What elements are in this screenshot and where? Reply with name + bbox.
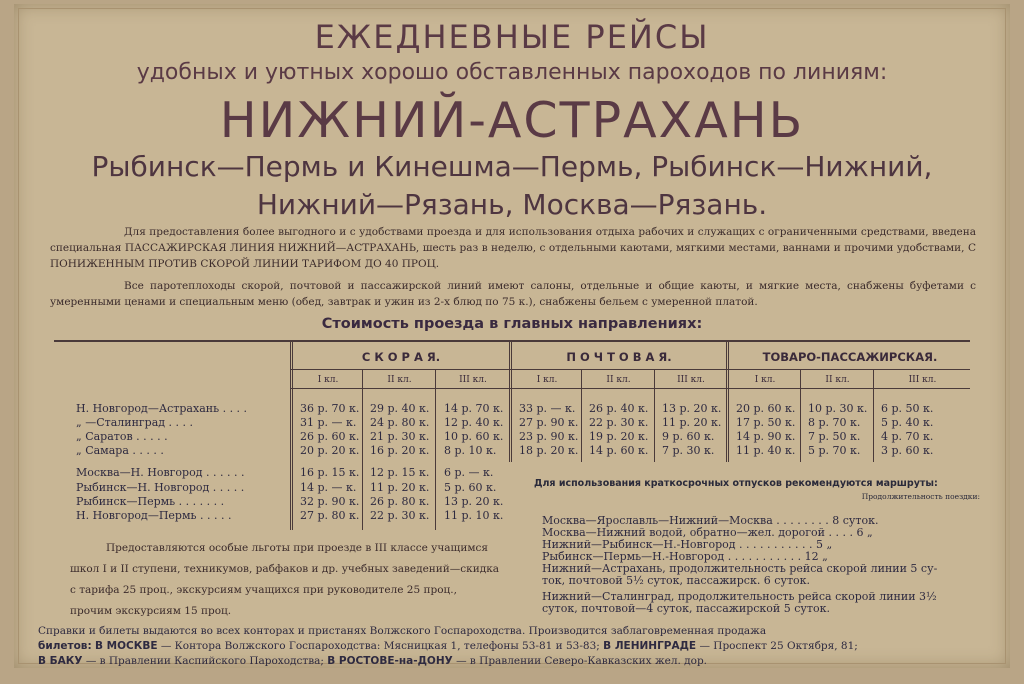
class-header: II кл. (606, 375, 631, 385)
duration-header: Продолжительность поездки: (861, 492, 980, 501)
fare-cell: 18 р. 20 к. (519, 444, 579, 457)
fare-cell: 23 р. 90 к. (519, 430, 579, 443)
footer-tickets-label: билетов: (38, 640, 92, 652)
intro-paragraph-2: Все паротеплоходы скорой, почтовой и пассажирской линий имеют салоны, отдельные и общие каюты, и мягкие места, снабжены буфетами с умеренными ценами и специальным меню (обед, завтрак и ужин из 2-х блюд по 75 к.), снабжены бельем с умеренной платой. (50, 280, 976, 308)
table-divider (873, 370, 874, 462)
routes-line-2: Нижний—Рязань, Москва—Рязань. (256, 188, 768, 221)
fare-cell: 6 р. 50 к. (881, 402, 934, 415)
fare-row-route: Рыбинск—Н. Новгород . . . . . (76, 481, 245, 494)
fare-cell: 11 р. 20 к. (370, 481, 430, 494)
fare-cell: 7 р. 50 к. (808, 430, 861, 443)
fare-cell: 21 р. 30 к. (370, 430, 430, 443)
benefits-note: Предоставляются особые льготы при проезде в III классе учащимся школ I и II ступени, техникумов, рабфаков и др. учебных заведений—скидка с тарифа 25 проц., экскурсиям учащихся при руководителе 25 проц., прочим экскурсиям 15 проц. (70, 542, 500, 617)
recommended-routes-title: Для использования краткосрочных отпусков рекомендуются маршруты: (534, 478, 938, 489)
fare-row-route: Н. Новгород—Астрахань . . . . (76, 402, 248, 415)
footer-baku-address: — в Правлении Каспийского Пароходства; (85, 655, 324, 667)
table-class-rule (290, 388, 970, 389)
fare-cell: 16 р. 20 к. (370, 444, 430, 457)
fare-cell: 14 р. 90 к. (736, 430, 796, 443)
title-daily-trips: ЕЖЕДНЕВНЫЕ РЕЙСЫ (314, 18, 710, 56)
fare-cell: 19 р. 20 к. (589, 430, 649, 443)
fare-cell: 31 р. — к. (300, 416, 357, 429)
intro-paragraph-1: Для предоставления более выгодного и с удобствами проезда и для использования отдыха рабочих и служащих с ограниченными средствами, введена специальная ПАССАЖИРСКАЯ ЛИНИЯ НИЖНИЙ—АСТРАХАНЬ, шесть раз в неделю, с отдельными каютами, мягкими местами, ваннами и прочими удобствами, С ПОНИЖЕННЫМ ПРОТИВ СКОРОЙ ЛИНИИ ТАРИФОМ ДО 40 ПРОЦ. (50, 226, 976, 270)
recommended-route-line: суток, почтовой—4 суток, пассажирской 5 суток. (542, 602, 830, 615)
table-divider (362, 370, 363, 530)
footer-leningrad-label: В ЛЕНИНГРАДЕ (603, 640, 697, 652)
routes-line-1: Рыбинск—Пермь и Кинешма—Пермь, Рыбинск—Нижний, (91, 150, 933, 183)
fare-cell: 10 р. 60 к. (444, 430, 504, 443)
fare-cell: 10 р. 30 к. (808, 402, 868, 415)
recommended-route-line: Нижний—Астрахань, продолжительность рейса скорой линии 5 су- (542, 562, 938, 575)
footer-line-1 (38, 624, 986, 639)
class-header: III кл. (459, 375, 487, 385)
fare-cell: 9 р. 60 к. (662, 430, 715, 443)
recommended-route-line: Москва—Нижний водой, обратно—жел. дорогой . . . . 6 „ (542, 526, 873, 539)
fare-row-route: „ —Сталинград . . . . (76, 416, 194, 429)
fare-cell: 5 р. 40 к. (881, 416, 934, 429)
fare-cell: 33 р. — к. (519, 402, 576, 415)
fare-table-title: Стоимость проезда в главных направлениях: (321, 316, 703, 332)
table-divider (511, 342, 512, 462)
recommended-route-line: Москва—Ярославль—Нижний—Москва . . . . . . . . 8 суток. (542, 514, 879, 527)
fare-row-route: „ Саратов . . . . . (76, 430, 168, 443)
footer-moscow-address: — Контора Волжского Госпароходства: Мясницкая 1, телефоны 53-81 и 53-83; (160, 640, 600, 652)
recommended-route-line: ток, почтовой 5½ суток, пассажирск. 6 суток. (542, 574, 811, 587)
fare-cell: 14 р. 60 к. (589, 444, 649, 457)
fare-cell: 7 р. 30 к. (662, 444, 715, 457)
fare-cell: 20 р. 60 к. (736, 402, 796, 415)
table-divider (800, 370, 801, 462)
fare-cell: 16 р. 15 к. (300, 466, 360, 479)
fare-cell: 13 р. 20 к. (444, 495, 504, 508)
class-header: III кл. (908, 375, 937, 385)
class-header: I кл. (754, 375, 776, 385)
fare-cell: 36 р. 70 к. (300, 402, 360, 415)
footer-moscow-label: В МОСКВЕ (95, 640, 158, 652)
footer-rostov-label: В РОСТОВЕ-на-ДОНУ (327, 655, 453, 667)
table-divider (509, 342, 510, 462)
fare-cell: 12 р. 40 к. (444, 416, 504, 429)
table-top-rule (54, 340, 970, 342)
fare-row-route: Н. Новгород—Пермь . . . . . (76, 509, 232, 522)
fare-cell: 14 р. — к. (300, 481, 357, 494)
fare-cell: 22 р. 30 к. (589, 416, 649, 429)
fare-row-route: Москва—Н. Новгород . . . . . . (76, 466, 245, 479)
fare-cell: 32 р. 90 к. (300, 495, 360, 508)
fare-cell: 26 р. 60 к. (300, 430, 360, 443)
footer-line-3 (38, 654, 986, 668)
group-header-mail: П О Ч Т О В А Я. (566, 350, 672, 364)
fare-cell: 6 р. — к. (444, 466, 494, 479)
footer-line-2 (38, 639, 986, 654)
fare-cell: 27 р. 80 к. (300, 509, 360, 522)
class-header: III кл. (677, 375, 705, 385)
table-group-rule (290, 369, 970, 370)
fare-cell: 13 р. 20 к. (662, 402, 722, 415)
fare-cell: 17 р. 50 к. (736, 416, 796, 429)
fare-cell: 12 р. 15 к. (370, 466, 430, 479)
group-header-express: С К О Р А Я. (361, 350, 441, 364)
poster (14, 4, 1010, 668)
fare-cell: 14 р. 70 к. (444, 402, 504, 415)
subtitle-steamers: удобных и уютных хорошо обставленных пароходов по линиям: (136, 60, 888, 85)
fare-cell: 26 р. 80 к. (370, 495, 430, 508)
recommended-route-line: Нижний—Рыбинск—Н.-Новгород . . . . . . . . . . . 5 „ (542, 538, 833, 551)
table-divider (435, 370, 436, 530)
title-main-route: НИЖНИЙ-АСТРАХАНЬ (219, 92, 805, 149)
footer-baku-label: В БАКУ (38, 655, 83, 667)
footer-info-text: Справки и билеты выдаются во всех конторах и пристанях Волжского Госпароходства. Производится заблаговременная продажа (38, 625, 767, 637)
footer-leningrad-address: — Проспект 25 Октября, 81; (699, 640, 858, 652)
recommended-route-line: Нижний—Сталинград, продолжительность рейса скорой линии 3½ (542, 590, 937, 603)
fare-cell: 22 р. 30 к. (370, 509, 430, 522)
fare-cell: 27 р. 90 к. (519, 416, 579, 429)
class-header: I кл. (317, 375, 339, 385)
recommended-route-line: Рыбинск—Пермь—Н.-Новгород . . . . . . . . . . . 12 „ (542, 550, 828, 563)
fare-cell: 26 р. 40 к. (589, 402, 649, 415)
fare-cell: 11 р. 20 к. (662, 416, 722, 429)
table-divider (726, 342, 727, 462)
fare-cell: 8 р. 10 к. (444, 444, 497, 457)
footer-rostov-address: — в Правлении Северо-Кавказских жел. дор. (456, 655, 708, 667)
fare-cell: 4 р. 70 к. (881, 430, 934, 443)
fare-cell: 24 р. 80 к. (370, 416, 430, 429)
class-header: I кл. (536, 375, 558, 385)
fare-row-route: „ Самара . . . . . (76, 444, 164, 457)
table-divider (654, 370, 655, 462)
fare-cell: 20 р. 20 к. (300, 444, 360, 457)
fare-cell: 5 р. 60 к. (444, 481, 497, 494)
fare-cell: 29 р. 40 к. (370, 402, 430, 415)
fare-cell: 8 р. 70 к. (808, 416, 861, 429)
fare-cell: 11 р. 10 к. (444, 509, 504, 522)
fare-cell: 3 р. 60 к. (881, 444, 934, 457)
fare-cell: 11 р. 40 к. (736, 444, 796, 457)
class-header: II кл. (825, 375, 850, 385)
group-header-cargo-passenger: ТОВАРО-ПАССАЖИРСКАЯ. (762, 350, 938, 364)
table-divider (581, 370, 582, 462)
table-divider (728, 342, 729, 462)
fare-row-route: Рыбинск—Пермь . . . . . . . (76, 495, 225, 508)
fare-cell: 5 р. 70 к. (808, 444, 861, 457)
class-header: II кл. (387, 375, 412, 385)
